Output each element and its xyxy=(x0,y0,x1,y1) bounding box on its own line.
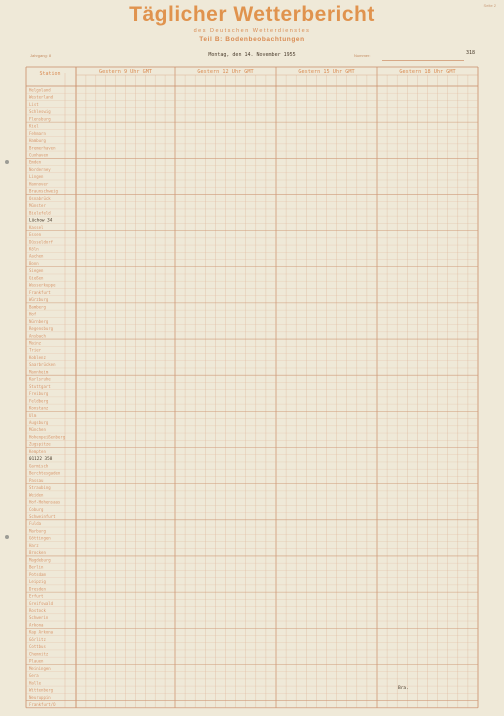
station-name: Gera xyxy=(29,673,39,679)
station-name: Neuruppin xyxy=(29,694,51,700)
station-name: Weiden xyxy=(29,492,44,498)
station-name: Koblenz xyxy=(29,354,46,360)
station-name: Emden xyxy=(29,159,42,165)
station-name: Leipzig xyxy=(29,579,46,585)
station-name: Berchtesgaden xyxy=(29,470,61,476)
station-name: Ansbach xyxy=(29,333,46,339)
station-name: Saarbrücken xyxy=(29,362,56,368)
station-name: Ulm xyxy=(29,412,37,418)
station-name: Schleswig xyxy=(29,109,51,115)
page-number: 318 xyxy=(466,50,476,56)
station-name: Cottbus xyxy=(29,644,46,650)
station-header: Station xyxy=(39,71,61,77)
station-name: Siegen xyxy=(29,268,44,274)
corner-label: Seite 2 xyxy=(483,3,496,8)
report-date: Montag, den 14. November 1955 xyxy=(208,52,296,58)
station-name: Zugspitze xyxy=(29,441,51,447)
report-title: Täglicher Wetterbericht xyxy=(129,3,375,26)
station-name: Erfurt xyxy=(29,593,44,599)
station-name: Essen xyxy=(29,232,42,238)
station-name: Helgoland xyxy=(29,87,51,93)
group-header: Gestern 9 Uhr GMT xyxy=(98,69,153,75)
station-name: Westerland xyxy=(29,94,54,100)
station-name: List xyxy=(29,101,39,107)
station-name: Regensburg xyxy=(29,326,54,332)
station-name: Stuttgart xyxy=(29,383,51,389)
station-name: Göttingen xyxy=(29,535,51,541)
station-name: Greifswald xyxy=(29,600,54,606)
station-name: Karlsruhe xyxy=(29,376,51,382)
station-name: Straubing xyxy=(29,485,51,491)
station-name: Berlin xyxy=(29,564,44,570)
station-name: Bamberg xyxy=(29,304,46,310)
station-name: Mainz xyxy=(29,340,42,346)
station-name: Potsdam xyxy=(29,571,46,577)
station-name: Rostock xyxy=(29,607,46,613)
station-name: Hof xyxy=(29,311,37,317)
report-subtitle: des Deutschen Wetterdienstes xyxy=(193,28,311,34)
station-name: Augsburg xyxy=(29,420,49,426)
station-name: Lingen xyxy=(29,174,44,180)
station-name: 01122 358 xyxy=(29,457,53,463)
station-name: Hof-Hohensaas xyxy=(29,499,61,505)
station-name: Chemnitz xyxy=(29,651,49,657)
station-name: Schwerin xyxy=(29,615,49,621)
station-name: Bielefeld xyxy=(29,210,51,216)
station-name: Köln xyxy=(29,246,39,252)
station-name: Aachen xyxy=(29,253,44,259)
group-header: Gestern 18 Uhr GMT xyxy=(399,69,456,75)
station-name: Bremerhaven xyxy=(29,145,56,151)
station-name: Garmisch xyxy=(29,463,49,469)
station-name: Coburg xyxy=(29,506,44,512)
group-header: Gestern 12 Uhr GMT xyxy=(197,69,254,75)
station-name: Wasserkuppe xyxy=(29,282,56,288)
station-name: Marburg xyxy=(29,528,46,534)
number-label: Nummer: xyxy=(354,53,371,58)
station-name: Freiburg xyxy=(29,391,49,397)
station-name: Braunschweig xyxy=(29,188,58,194)
station-name: Kassel xyxy=(29,224,44,230)
station-name: Meiningen xyxy=(29,665,51,671)
station-name: Wittenberg xyxy=(29,687,54,693)
station-name: Konstanz xyxy=(29,405,49,411)
station-name: Gießen xyxy=(29,275,44,281)
station-name: Osnabrück xyxy=(29,195,51,201)
station-name: München xyxy=(29,427,46,433)
station-name: Lüchow 34 xyxy=(29,218,53,224)
station-name: Würzburg xyxy=(29,297,49,303)
station-name: Feldberg xyxy=(29,398,49,404)
station-name: Fulda xyxy=(29,521,42,527)
station-name: Hannover xyxy=(29,181,49,187)
group-header: Gestern 15 Uhr GMT xyxy=(298,69,355,75)
station-name: Frankfurt xyxy=(29,289,51,295)
station-name: Kap Arkona xyxy=(29,629,54,635)
station-name: Kempten xyxy=(29,448,46,454)
station-name: Bonn xyxy=(29,260,39,266)
station-name: Harz xyxy=(29,542,39,548)
station-name: Düsseldorf xyxy=(29,239,54,245)
station-name: Schweinfurt xyxy=(29,514,56,519)
station-name: Plauen xyxy=(29,658,44,664)
station-name: Trier xyxy=(29,347,42,353)
station-name: Norderney xyxy=(29,166,51,172)
station-name: Arkona xyxy=(29,622,44,628)
station-name: Magdeburg xyxy=(29,557,51,563)
station-name: Brocken xyxy=(29,550,46,556)
station-name: Kiel xyxy=(29,123,39,129)
station-name: Halle xyxy=(29,680,42,686)
station-name: Görlitz xyxy=(29,636,46,642)
report-part: Teil B: Bodenbeobachtungen xyxy=(199,36,305,43)
footer-signature: Bra. xyxy=(398,686,409,691)
station-name: Mannheim xyxy=(29,369,49,375)
year-label: Jahrgang: 8 xyxy=(30,53,52,58)
station-name: Hohenpeißenberg xyxy=(29,434,66,440)
station-name: Passau xyxy=(29,477,44,483)
station-name: Dresden xyxy=(29,586,46,592)
station-name: Flensburg xyxy=(29,116,51,122)
station-name: Nürnberg xyxy=(29,318,49,324)
station-name: Cuxhaven xyxy=(29,152,49,158)
station-name: Münster xyxy=(29,203,46,209)
station-name: Frankfurt/O xyxy=(29,701,56,707)
station-name: Hamburg xyxy=(29,138,46,144)
station-name: Fehmarn xyxy=(29,130,46,136)
